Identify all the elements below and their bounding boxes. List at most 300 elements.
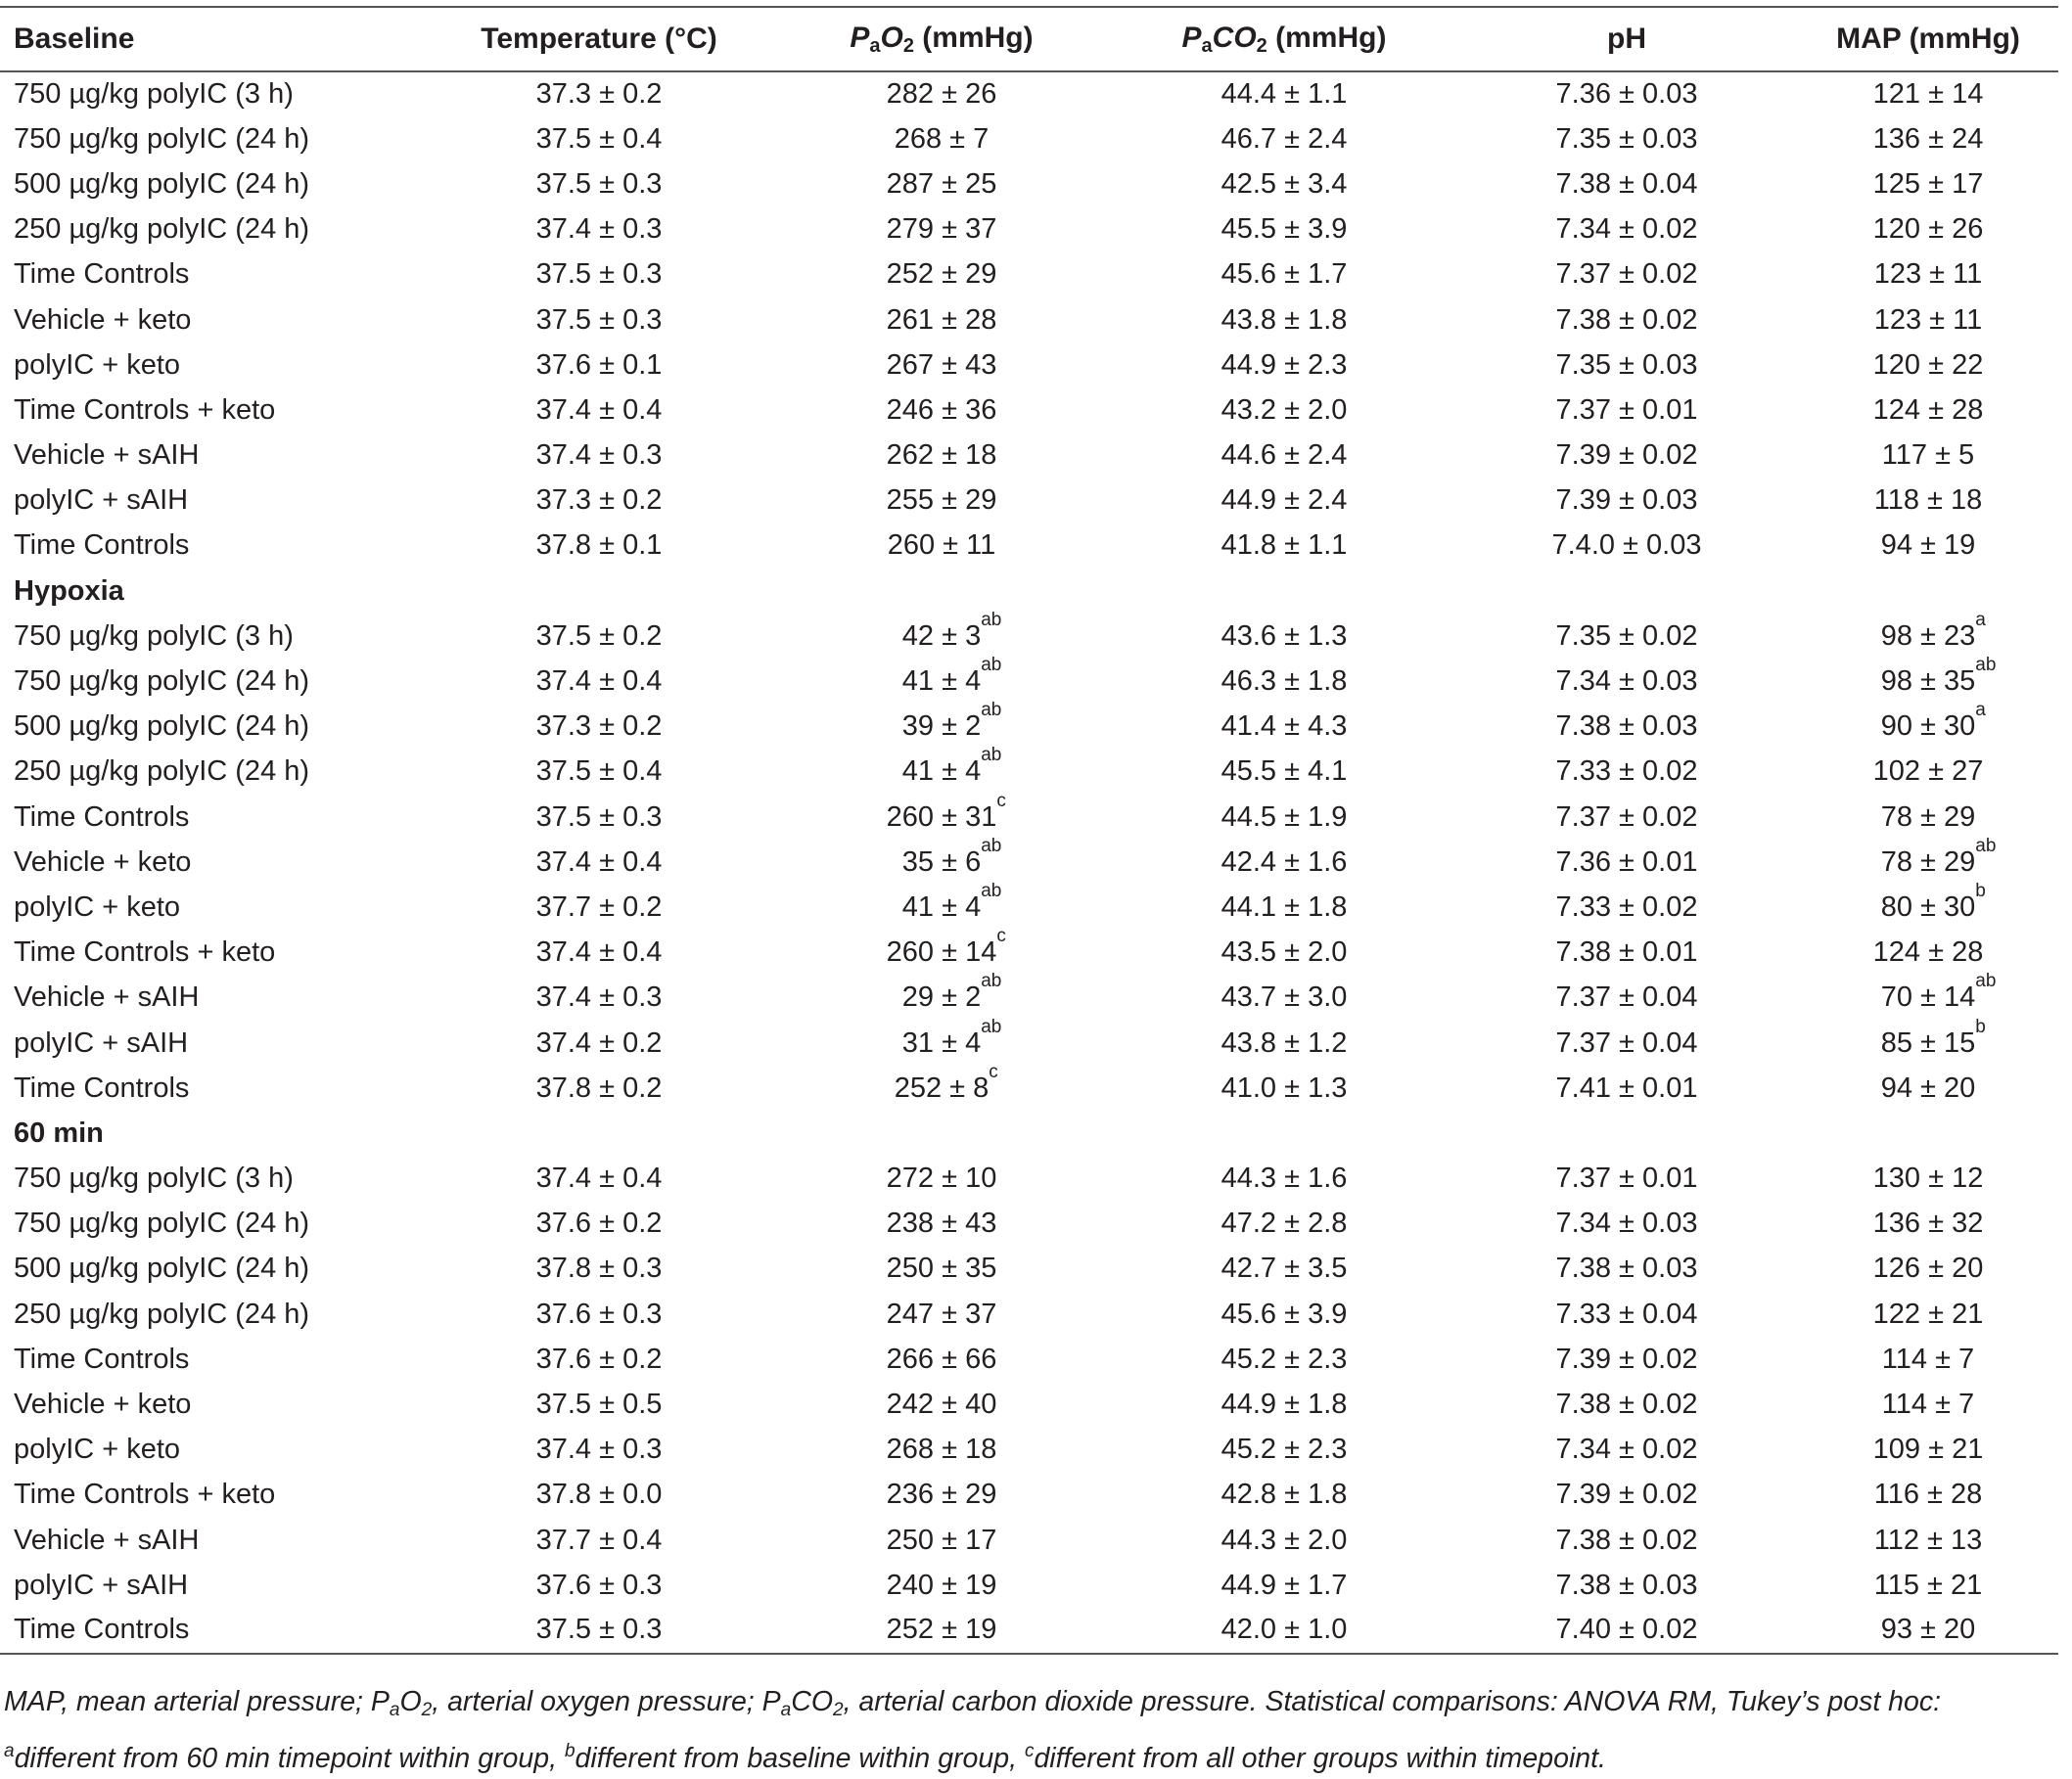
ph-cell: 7.37 ± 0.04 (1555, 1026, 1698, 1059)
temperature-cell: 37.5 ± 0.3 (428, 1608, 770, 1653)
paco2-cell: 45.5 ± 4.1 (1220, 755, 1348, 788)
fn-note-b: b (564, 1741, 576, 1761)
pao2-value: 262 ± 18 (886, 439, 997, 472)
paco2-cell: 46.3 ± 1.8 (1220, 665, 1348, 698)
pao2-cell (770, 1061, 1113, 1111)
map-value: 124 ± 28 (1872, 936, 1984, 969)
table-row (0, 1337, 2058, 1382)
group-cell: 750 µg/kg polyIC (3 h) (14, 619, 294, 652)
map-cell (1798, 1518, 2058, 1563)
map-value-wrap (1881, 1072, 1976, 1105)
paco2-cell: 41.0 ± 1.3 (1220, 1072, 1348, 1104)
ph-cell: 7.38 ± 0.03 (1555, 1253, 1698, 1285)
pao2-value-wrap (887, 439, 997, 472)
pao2-superscript: ab (981, 700, 1002, 721)
paco2-cell: 43.2 ± 2.0 (1220, 393, 1348, 426)
map-cell (1798, 1202, 2058, 1247)
group-cell: polyIC + sAIH (14, 484, 189, 517)
pao2-value: 287 ± 25 (886, 167, 997, 200)
fn-t2: O (399, 1686, 422, 1717)
fn-t1: MAP, mean arterial pressure; P (4, 1686, 390, 1717)
fn-t4: CO (791, 1686, 833, 1717)
map-cell (1798, 1337, 2058, 1382)
paco2-cell: 41.8 ± 1.1 (1220, 529, 1348, 562)
group-cell: polyIC + keto (14, 1434, 181, 1466)
map-value-wrap (1880, 835, 1997, 879)
map-value: 124 ± 28 (1872, 393, 1984, 426)
paco2-cell: 44.9 ± 1.7 (1220, 1569, 1348, 1601)
paco2-cell: 44.9 ± 1.8 (1220, 1389, 1348, 1421)
pao2-value-wrap (888, 529, 996, 562)
map-value: 118 ± 18 (1873, 484, 1983, 517)
map-value: 116 ± 28 (1873, 1479, 1983, 1511)
temperature-cell: 37.6 ± 0.2 (535, 1343, 663, 1375)
pao2-value: 266 ± 66 (886, 1343, 997, 1375)
pao2-value: 35 ± 6 (901, 845, 982, 878)
pao2-value: 252 ± 8 (894, 1072, 990, 1104)
pao2-cell (770, 1563, 1113, 1608)
table-row (0, 1382, 2058, 1427)
map-value: 93 ± 20 (1880, 1614, 1976, 1646)
group-cell: 750 µg/kg polyIC (24 h) (14, 1208, 310, 1240)
header-paco2 (1113, 7, 1455, 71)
section-title: 60 min (14, 1117, 104, 1149)
pao2-value: 41 ± 4 (901, 890, 982, 923)
table-row (0, 1066, 2058, 1111)
pao2-value-wrap (886, 790, 1006, 834)
table-row (0, 795, 2058, 840)
fn-note-c: c (1024, 1741, 1035, 1761)
header-baseline: Baseline (0, 7, 428, 71)
temperature-cell: 37.8 ± 0.1 (535, 529, 663, 562)
fn-t5: , arterial carbon dioxide pressure. Statistical comparisons: ANOVA RM, Tukey’s post hoc: (843, 1686, 1942, 1717)
pao2-value: 252 ± 19 (886, 1614, 997, 1646)
temperature-cell: 37.8 ± 0.0 (535, 1479, 663, 1511)
temperature-cell: 37.3 ± 0.2 (535, 710, 663, 743)
table-row (0, 750, 2058, 795)
pao2-sub: a (869, 34, 881, 57)
ph-cell: 7.4.0 ± 0.03 (1551, 529, 1702, 562)
pao2-cell (770, 745, 1113, 795)
fn-t3: , arterial oxygen pressure; P (432, 1686, 781, 1717)
ph-cell: 7.38 ± 0.01 (1555, 936, 1698, 969)
table-row (0, 1292, 2058, 1337)
map-value-wrap (1873, 349, 1984, 382)
map-cell (1798, 1016, 2058, 1066)
map-cell (1798, 207, 2058, 252)
group-cell: 500 µg/kg polyIC (24 h) (14, 1253, 310, 1285)
pao2-cell (770, 524, 1113, 569)
group-cell: Time Controls + keto (14, 393, 276, 426)
ph-cell: 7.38 ± 0.04 (1555, 167, 1698, 200)
fn-s4: 2 (832, 1700, 844, 1720)
map-value: 121 ± 14 (1872, 78, 1984, 111)
map-value-wrap (1874, 304, 1983, 337)
map-value-wrap (1882, 1344, 1974, 1376)
fn-t6: different from 60 min timepoint within group, (14, 1743, 565, 1774)
map-cell (1798, 655, 2058, 704)
map-value: 85 ± 15 (1880, 1026, 1976, 1059)
temperature-cell: 37.6 ± 0.2 (535, 1208, 663, 1240)
map-value: 78 ± 29 (1880, 800, 1976, 833)
ph-cell: 7.37 ± 0.02 (1555, 800, 1698, 833)
ph-cell: 7.37 ± 0.01 (1555, 393, 1698, 426)
group-cell: Time Controls (14, 1343, 190, 1375)
temperature-cell: 37.7 ± 0.4 (535, 1524, 663, 1556)
table-row (0, 524, 2058, 569)
paco2-unit: (mmHg) (1266, 21, 1387, 54)
table-row (0, 388, 2058, 433)
map-value-wrap (1874, 258, 1983, 291)
pao2-p: P (850, 21, 870, 54)
map-value: 120 ± 22 (1872, 348, 1984, 381)
temperature-cell: 37.5 ± 0.3 (535, 167, 663, 200)
pao2-value: 279 ± 37 (886, 213, 997, 246)
map-value-wrap (1873, 394, 1984, 427)
fn-note-a: a (4, 1741, 15, 1761)
table-row (0, 1473, 2058, 1518)
map-value: 109 ± 21 (1872, 1434, 1984, 1466)
paco2-cell: 47.2 ± 2.8 (1220, 1208, 1348, 1240)
paco2-cell: 43.8 ± 1.2 (1220, 1026, 1348, 1059)
map-superscript: ab (1975, 971, 1997, 992)
pao2-cell (770, 1382, 1113, 1427)
map-value-wrap (1873, 936, 1984, 969)
group-cell: 250 µg/kg polyIC (24 h) (14, 213, 310, 246)
data-table (0, 6, 2058, 1655)
ph-cell: 7.38 ± 0.03 (1555, 1569, 1698, 1601)
map-value-wrap (1873, 1253, 1984, 1285)
pao2-value-wrap (887, 1253, 997, 1285)
pao2-value: 260 ± 14 (886, 936, 997, 969)
pao2-value: 29 ± 2 (901, 981, 982, 1014)
pao2-value: 267 ± 43 (886, 348, 997, 381)
pao2-cell (770, 1157, 1113, 1202)
ph-cell: 7.33 ± 0.02 (1555, 890, 1698, 923)
map-cell (1798, 1157, 2058, 1202)
map-value-wrap (1874, 1479, 1983, 1511)
pao2-superscript: ab (981, 971, 1002, 992)
map-value-wrap (1880, 655, 1997, 698)
table-row (0, 1247, 2058, 1292)
paco2-cell: 45.6 ± 3.9 (1220, 1298, 1348, 1330)
pao2-cell (770, 116, 1113, 161)
pao2-cell (770, 71, 1113, 116)
fn-s2: 2 (421, 1700, 433, 1720)
ph-cell: 7.40 ± 0.02 (1455, 1608, 1798, 1653)
map-value: 123 ± 11 (1873, 258, 1983, 291)
ph-cell: 7.34 ± 0.02 (1555, 213, 1698, 246)
ph-cell: 7.41 ± 0.01 (1555, 1072, 1698, 1104)
header-row (0, 7, 2058, 71)
pao2-value: 252 ± 29 (886, 258, 997, 291)
pao2-value: 250 ± 17 (886, 1524, 997, 1556)
paco2-cell: 44.3 ± 1.6 (1220, 1163, 1348, 1195)
ph-cell: 7.37 ± 0.01 (1555, 1163, 1698, 1195)
paco2-sub: a (1201, 34, 1213, 57)
table-body (0, 71, 2058, 1654)
map-cell (1798, 835, 2058, 885)
pao2-cell (770, 1428, 1113, 1473)
pao2-value: 260 ± 31 (886, 800, 997, 833)
map-value: 120 ± 26 (1872, 213, 1984, 246)
pao2-superscript: ab (981, 655, 1002, 676)
table-row (0, 976, 2058, 1021)
map-value: 117 ± 5 (1881, 439, 1975, 472)
map-value-wrap (1873, 213, 1984, 246)
map-value: 130 ± 12 (1872, 1163, 1984, 1195)
map-cell (1798, 161, 2058, 206)
paco2-cell: 42.5 ± 3.4 (1220, 167, 1348, 200)
map-superscript: ab (1975, 835, 1997, 856)
table-row (0, 840, 2058, 885)
table-row (0, 71, 2058, 116)
map-value: 102 ± 27 (1872, 755, 1984, 788)
map-cell (1798, 750, 2058, 795)
map-value-wrap (1880, 700, 1986, 743)
paco2-sub2: 2 (1256, 34, 1267, 57)
map-cell (1798, 971, 2058, 1021)
pao2-value-wrap (887, 1479, 997, 1511)
temperature-cell: 37.8 ± 0.3 (535, 1253, 663, 1285)
pao2-value: 39 ± 2 (901, 710, 982, 743)
pao2-cell (770, 433, 1113, 479)
ph-cell: 7.37 ± 0.04 (1555, 981, 1698, 1014)
map-value-wrap (1873, 78, 1984, 111)
temperature-cell: 37.4 ± 0.3 (535, 981, 663, 1014)
group-cell: 750 µg/kg polyIC (24 h) (14, 122, 310, 155)
ph-cell: 7.33 ± 0.04 (1555, 1298, 1698, 1330)
map-value-wrap (1873, 755, 1984, 788)
pao2-superscript: c (989, 1061, 998, 1082)
header-map: MAP (mmHg) (1798, 7, 2058, 71)
table-row (0, 207, 2058, 252)
pao2-o: O (880, 21, 903, 54)
group-cell: Vehicle + keto (14, 1389, 192, 1421)
temperature-cell: 37.6 ± 0.3 (535, 1569, 663, 1601)
pao2-value-wrap (887, 1525, 997, 1557)
temperature-cell: 37.5 ± 0.3 (535, 258, 663, 291)
map-value: 98 ± 35 (1880, 665, 1976, 698)
map-value: 94 ± 20 (1880, 1072, 1976, 1104)
map-value-wrap (1882, 1389, 1974, 1421)
group-cell: polyIC + sAIH (14, 1026, 189, 1059)
pao2-cell (770, 1292, 1113, 1337)
pao2-cell (770, 835, 1113, 885)
pao2-value: 250 ± 35 (886, 1253, 997, 1285)
map-value-wrap (1874, 484, 1983, 517)
map-cell (1798, 252, 2058, 297)
map-value-wrap (1873, 123, 1984, 156)
map-value: 90 ± 30 (1880, 710, 1976, 743)
group-cell: 750 µg/kg polyIC (24 h) (14, 665, 310, 698)
group-cell: 250 µg/kg polyIC (24 h) (14, 1298, 310, 1330)
temperature-cell: 37.4 ± 0.4 (535, 936, 663, 969)
pao2-value-wrap (887, 1614, 997, 1646)
temperature-cell: 37.4 ± 0.4 (535, 393, 663, 426)
temperature-cell: 37.3 ± 0.2 (535, 484, 663, 517)
table-row (0, 1021, 2058, 1066)
pao2-value-wrap (894, 1061, 998, 1105)
group-cell: Vehicle + keto (14, 845, 192, 878)
map-value-wrap (1881, 529, 1976, 562)
map-superscript: a (1975, 609, 1986, 630)
temperature-cell: 37.4 ± 0.2 (535, 1026, 663, 1059)
group-cell: polyIC + keto (14, 890, 181, 923)
paco2-p: P (1181, 21, 1202, 54)
pao2-cell (770, 1473, 1113, 1518)
pao2-value-wrap (887, 1570, 997, 1602)
map-value: 123 ± 11 (1873, 303, 1983, 336)
pao2-value: 42 ± 3 (901, 619, 982, 652)
fn-s1: a (389, 1700, 400, 1720)
group-cell: Vehicle + sAIH (14, 439, 200, 472)
ph-cell: 7.39 ± 0.02 (1555, 439, 1698, 472)
temperature-cell: 37.4 ± 0.3 (535, 1434, 663, 1466)
map-value: 70 ± 14 (1880, 981, 1976, 1014)
map-cell (1798, 1066, 2058, 1111)
map-superscript: b (1975, 880, 1986, 901)
table-row (0, 161, 2058, 206)
map-cell (1798, 795, 2058, 840)
map-value-wrap (1873, 1299, 1984, 1331)
pao2-cell (770, 1608, 1113, 1653)
section-title: Hypoxia (14, 574, 124, 607)
pao2-cell (770, 1247, 1113, 1292)
pao2-cell (770, 700, 1113, 750)
map-cell (1798, 1473, 2058, 1518)
pao2-cell (770, 207, 1113, 252)
group-cell: 750 µg/kg polyIC (3 h) (14, 1163, 294, 1195)
paco2-cell: 43.7 ± 3.0 (1220, 981, 1348, 1014)
ph-cell: 7.34 ± 0.03 (1555, 1208, 1698, 1240)
map-superscript: a (1975, 700, 1986, 721)
pao2-superscript: c (996, 790, 1006, 811)
pao2-value-wrap (887, 258, 997, 291)
pao2-value-wrap (887, 168, 997, 201)
pao2-value-wrap (901, 700, 1002, 743)
pao2-superscript: ab (981, 880, 1002, 901)
pao2-value-wrap (887, 213, 997, 246)
pao2-cell (770, 880, 1113, 930)
table-row (0, 297, 2058, 342)
map-cell (1798, 297, 2058, 342)
map-value-wrap (1873, 168, 1984, 201)
group-cell: 750 µg/kg polyIC (3 h) (14, 78, 294, 111)
table-row (0, 705, 2058, 750)
group-cell: Time Controls (14, 800, 190, 833)
pao2-value-wrap (901, 1016, 1002, 1060)
pao2-superscript: ab (981, 609, 1002, 630)
map-value-wrap (1874, 1525, 1983, 1557)
ph-cell: 7.34 ± 0.03 (1555, 665, 1698, 698)
ph-cell: 7.35 ± 0.03 (1555, 122, 1698, 155)
pao2-value: 272 ± 10 (886, 1163, 997, 1195)
table-row (0, 116, 2058, 161)
paco2-cell: 44.3 ± 2.0 (1220, 1524, 1348, 1556)
ph-cell: 7.38 ± 0.02 (1555, 303, 1698, 336)
paco2-cell: 42.4 ± 1.6 (1220, 845, 1348, 878)
pao2-cell (770, 252, 1113, 297)
group-cell: Time Controls (14, 1072, 190, 1104)
map-value: 115 ± 21 (1873, 1569, 1983, 1601)
paco2-cell: 45.2 ± 2.3 (1220, 1434, 1348, 1466)
ph-cell: 7.35 ± 0.02 (1555, 619, 1698, 652)
paco2-cell: 46.7 ± 2.4 (1220, 122, 1348, 155)
paco2-co: CO (1212, 21, 1257, 54)
ph-cell: 7.39 ± 0.03 (1555, 484, 1698, 517)
map-value: 136 ± 32 (1872, 1208, 1984, 1240)
ph-cell: 7.34 ± 0.02 (1555, 1434, 1698, 1466)
paco2-cell: 45.5 ± 3.9 (1220, 213, 1348, 246)
group-cell: Vehicle + keto (14, 303, 192, 336)
ph-cell: 7.33 ± 0.02 (1555, 755, 1698, 788)
pao2-value-wrap (901, 835, 1002, 879)
table-row (0, 885, 2058, 930)
group-cell: 500 µg/kg polyIC (24 h) (14, 710, 310, 743)
map-cell (1798, 1608, 2058, 1653)
header-temperature: Temperature (°C) (428, 7, 770, 71)
map-value: 94 ± 19 (1880, 529, 1976, 562)
pao2-cell (770, 1016, 1113, 1066)
table-row (0, 1563, 2058, 1608)
temperature-cell: 37.7 ± 0.2 (535, 890, 663, 923)
map-value: 112 ± 13 (1873, 1524, 1983, 1556)
ph-cell: 7.36 ± 0.03 (1555, 78, 1698, 111)
pao2-value: 260 ± 11 (887, 529, 996, 562)
pao2-value-wrap (887, 1208, 997, 1240)
pao2-cell (770, 926, 1113, 976)
paco2-cell: 42.0 ± 1.0 (1113, 1608, 1455, 1653)
table-row (0, 1428, 2058, 1473)
pao2-value: 247 ± 37 (886, 1298, 997, 1330)
group-cell: Time Controls (14, 529, 190, 562)
map-value-wrap (1873, 1208, 1984, 1240)
pao2-value: 242 ± 40 (886, 1389, 997, 1421)
table-row (0, 342, 2058, 388)
map-cell (1798, 700, 2058, 750)
group-cell: polyIC + keto (14, 348, 181, 381)
map-cell (1798, 433, 2058, 479)
map-cell (1798, 931, 2058, 976)
paco2-cell: 44.6 ± 2.4 (1220, 439, 1348, 472)
header-pao2 (770, 7, 1113, 71)
pao2-cell (770, 655, 1113, 704)
map-value: 80 ± 30 (1880, 890, 1976, 923)
map-value-wrap (1882, 439, 1974, 472)
paco2-cell: 43.5 ± 2.0 (1220, 936, 1348, 969)
pao2-value-wrap (886, 926, 1006, 969)
paco2-cell: 44.4 ± 1.1 (1220, 78, 1348, 111)
map-cell (1798, 1563, 2058, 1608)
pao2-cell (770, 297, 1113, 342)
pao2-cell (770, 388, 1113, 433)
temperature-cell: 37.6 ± 0.3 (535, 1298, 663, 1330)
paco2-cell: 44.9 ± 2.3 (1220, 348, 1348, 381)
map-cell (1798, 1382, 2058, 1427)
paco2-cell: 45.2 ± 2.3 (1220, 1343, 1348, 1375)
ph-cell: 7.36 ± 0.01 (1555, 845, 1698, 878)
map-value: 114 ± 7 (1881, 1389, 1975, 1421)
pao2-value-wrap (887, 1434, 997, 1466)
map-value: 78 ± 29 (1880, 845, 1976, 878)
ph-cell: 7.39 ± 0.02 (1555, 1343, 1698, 1375)
table-row (0, 479, 2058, 524)
map-value-wrap (1880, 609, 1986, 653)
group-cell: Time Controls (0, 1608, 428, 1653)
pao2-superscript: ab (981, 835, 1002, 856)
ph-cell: 7.38 ± 0.02 (1555, 1524, 1698, 1556)
